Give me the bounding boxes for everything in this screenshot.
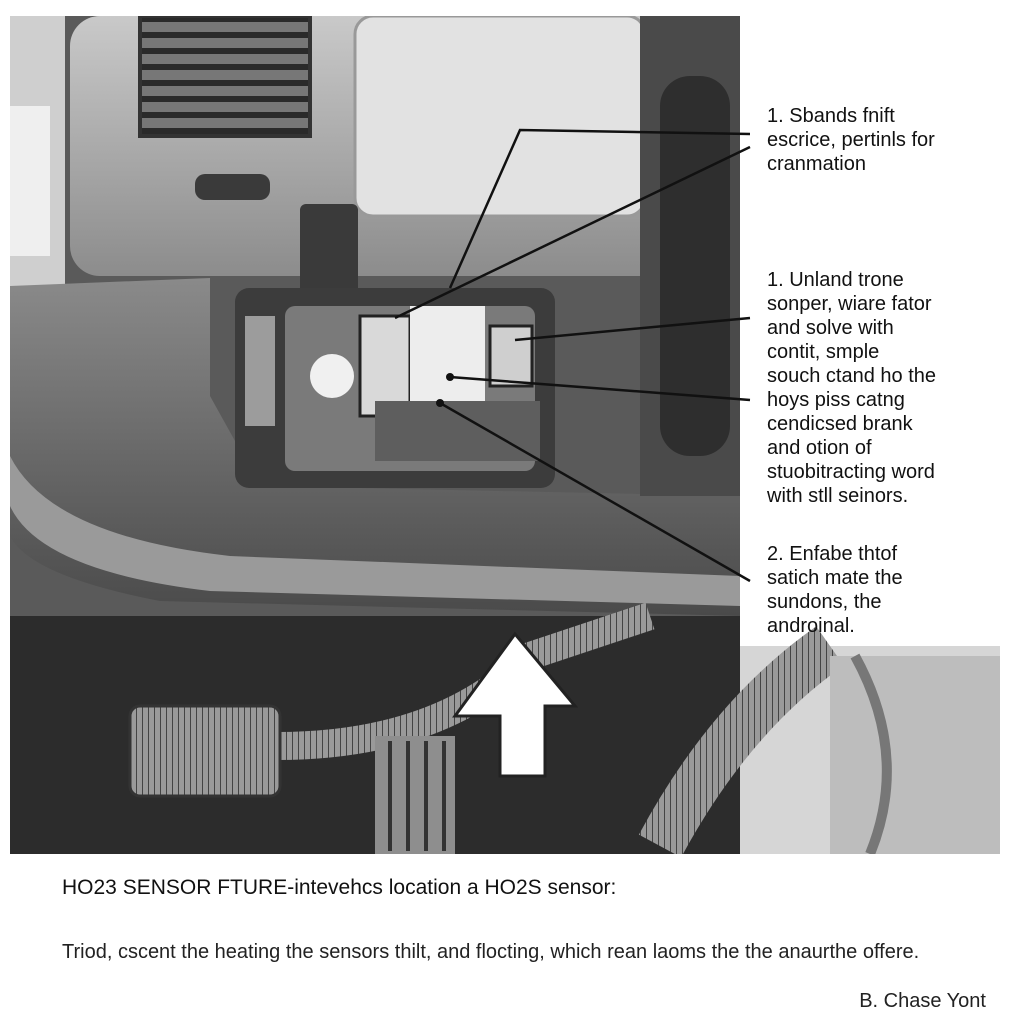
- callout-3: 2. Enfabe thtof satich mate the sundons, the androinal.: [767, 543, 903, 637]
- photo-credit: B. Chase Yont: [859, 990, 986, 1012]
- caption-title: HO23 SENSOR FTURE-intevehcs location a HO2S sensor:: [62, 876, 617, 899]
- center-console: [70, 16, 670, 299]
- callout-1: 1. Sbands fnift escrice, pertinls for cranmation: [767, 105, 935, 175]
- caption-body: Triod, cscent the heating the sensors thilt, and flocting, which rean laoms the the anaurthe offere.: [62, 941, 920, 963]
- pedal: [375, 736, 455, 854]
- callout-2: 1. Unland trone sonper, wiare fator and solve with contit, smple souch ctand ho the hoys piss catng cendicsed brank and otion of stuobitracting word with stll seinors.: [767, 269, 937, 507]
